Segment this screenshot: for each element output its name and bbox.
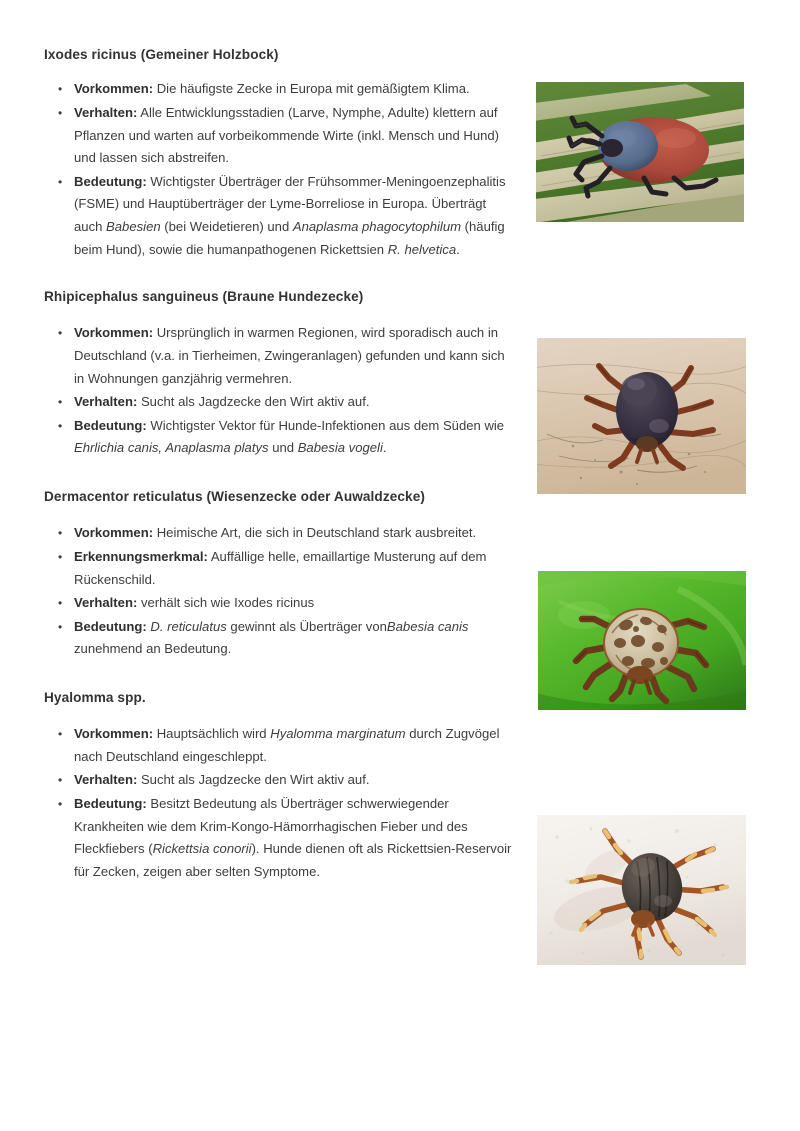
body-text: verhält sich wie Ixodes ricinus [137, 595, 315, 611]
ixodes-ricinus-illustration [536, 82, 744, 222]
scientific-name: Rickettsia conorii [152, 841, 252, 857]
body-text: Sucht als Jagdzecke den Wirt aktiv auf. [137, 772, 370, 788]
bullet-text [137, 772, 369, 787]
text-column [44, 46, 514, 885]
bullet-label: Vorkommen: [74, 525, 154, 541]
bullet-label: Verhalten: [74, 772, 138, 788]
section-spacer [44, 663, 514, 689]
body-text: und [268, 440, 298, 456]
body-text: gewinnt als Überträger von [226, 618, 387, 634]
body-text: Alle Entwicklungsstadien (Larve, Nymphe, Adulte) klettern auf Pflanzen und warten auf vorbeikommende Wirte (inkl. Mensch und Hund) und lassen sich abstreifen. [74, 104, 500, 166]
hyalomma-photo [537, 815, 746, 965]
bullet-label: Vorkommen: [74, 325, 154, 341]
list-item [74, 415, 514, 460]
list-item [74, 616, 514, 661]
section-ixodes-ricinus [44, 46, 514, 261]
rhipicephalus-sanguineus-photo [537, 338, 746, 494]
section-spacer [44, 462, 514, 488]
body-text: Hauptsächlich wird [153, 726, 271, 742]
list-item [74, 322, 514, 390]
rhipicephalus-sanguineus-illustration [537, 338, 746, 494]
section-rhipicephalus-sanguineus [44, 288, 514, 460]
bullet-label: Bedeutung: [74, 173, 147, 189]
bullet-text [153, 525, 476, 540]
body-text: (häufig beim Hund), sowie die humanpathogenen Rickettsien [74, 218, 505, 257]
list-item [74, 78, 514, 101]
list-item [74, 171, 514, 261]
section-heading: Hyalomma spp. [44, 689, 146, 705]
bullet-text [74, 105, 499, 165]
body-text: ). Hunde dienen oft als Rickettsien-Reservoir für Zecken, zeigen aber selten Symptome. [74, 841, 512, 879]
section-hyalomma-spp [44, 689, 514, 884]
bullet-label: Verhalten: [74, 104, 138, 120]
list-item [74, 592, 514, 615]
list-item [74, 522, 514, 545]
body-text: . [456, 241, 460, 257]
body-text: Die häufigste Zecke in Europa mit gemäßigtem Klima. [153, 81, 470, 97]
bullet-label: Vorkommen: [74, 726, 154, 742]
body-text: Wichtigster Vektor für Hunde-Infektionen aus dem Süden wie [146, 417, 505, 433]
body-text: . [382, 440, 387, 456]
list-item [74, 769, 514, 792]
bullet-label: Bedeutung: [74, 417, 147, 433]
list-item [74, 793, 514, 883]
body-text: Auffällige helle, emaillartige Musterung auf dem Rückenschild. [74, 548, 487, 587]
bullet-list [44, 78, 514, 261]
bullet-label: Erkennungsmerkmal: [74, 548, 208, 564]
body-text: Besitzt Bedeutung als Überträger schwerwiegender Krankheiten wie dem Krim-Kongo-Hämorrhagischen Fieber und des Fleckfiebers ( [74, 796, 468, 857]
body-text: Heimische Art, die sich in Deutschland stark ausbreitet. [153, 525, 477, 541]
bullet-label: Bedeutung: [74, 618, 147, 634]
scientific-name: D. reticulatus [150, 618, 227, 634]
list-item [74, 391, 514, 414]
bullet-text [153, 81, 470, 96]
bullet-label: Vorkommen: [74, 81, 154, 97]
scientific-name: Anaplasma phagocytophilum [292, 218, 462, 234]
scientific-name: Hyalomma marginatum [270, 726, 406, 742]
dermacentor-reticulatus-photo [538, 571, 746, 710]
body-text: Sucht als Jagdzecke den Wirt aktiv auf. [137, 394, 370, 410]
list-item [74, 723, 514, 768]
scientific-name: Babesia canis [386, 618, 469, 634]
section-heading: Ixodes ricinus (Gemeiner Holzbock) [44, 47, 279, 62]
ixodes-ricinus-photo [536, 82, 744, 222]
bullet-label: Verhalten: [74, 394, 138, 410]
body-text: Ursprünglich in warmen Regionen, wird sporadisch auch in Deutschland (v.a. in Tierheimen, Zwingeranlagen) gefunden und kann sich in Wohnungen ganzjährig vermehren. [74, 325, 505, 386]
body-text: Wichtigster Überträger der Frühsommer-Meningoenzephalitis (FSME) und Hauptüberträger der Lyme-Borreliose in Europa. Überträgt auch [74, 173, 506, 234]
section-dermacentor-reticulatus [44, 488, 514, 661]
section-spacer [44, 263, 514, 288]
scientific-name: Ehrlichia canis, Anaplasma platys [74, 440, 269, 456]
scientific-name: R. helvetica [387, 241, 457, 257]
bullet-text [137, 595, 314, 610]
bullet-label: Verhalten: [74, 595, 138, 611]
section-heading: Dermacentor reticulatus (Wiesenzecke oder Auwaldzecke) [44, 489, 425, 504]
dermacentor-reticulatus-illustration [538, 571, 746, 710]
list-item [74, 102, 514, 170]
section-heading: Rhipicephalus sanguineus (Braune Hundezecke) [44, 289, 364, 305]
body-text: zunehmend an Bedeutung. [74, 641, 232, 657]
bullet-list [44, 723, 514, 883]
bullet-text [137, 394, 369, 409]
scientific-name: Babesien [106, 218, 161, 234]
list-item [74, 546, 514, 591]
bullet-list [44, 522, 514, 661]
scientific-name: Babesia vogeli [297, 440, 383, 456]
body-text: durch Zugvögel nach Deutschland eingeschleppt. [74, 726, 500, 764]
hyalomma-illustration [537, 815, 746, 965]
bullet-label: Bedeutung: [74, 796, 147, 812]
bullet-list [44, 322, 514, 460]
body-text: (bei Weidetieren) und [160, 218, 293, 234]
